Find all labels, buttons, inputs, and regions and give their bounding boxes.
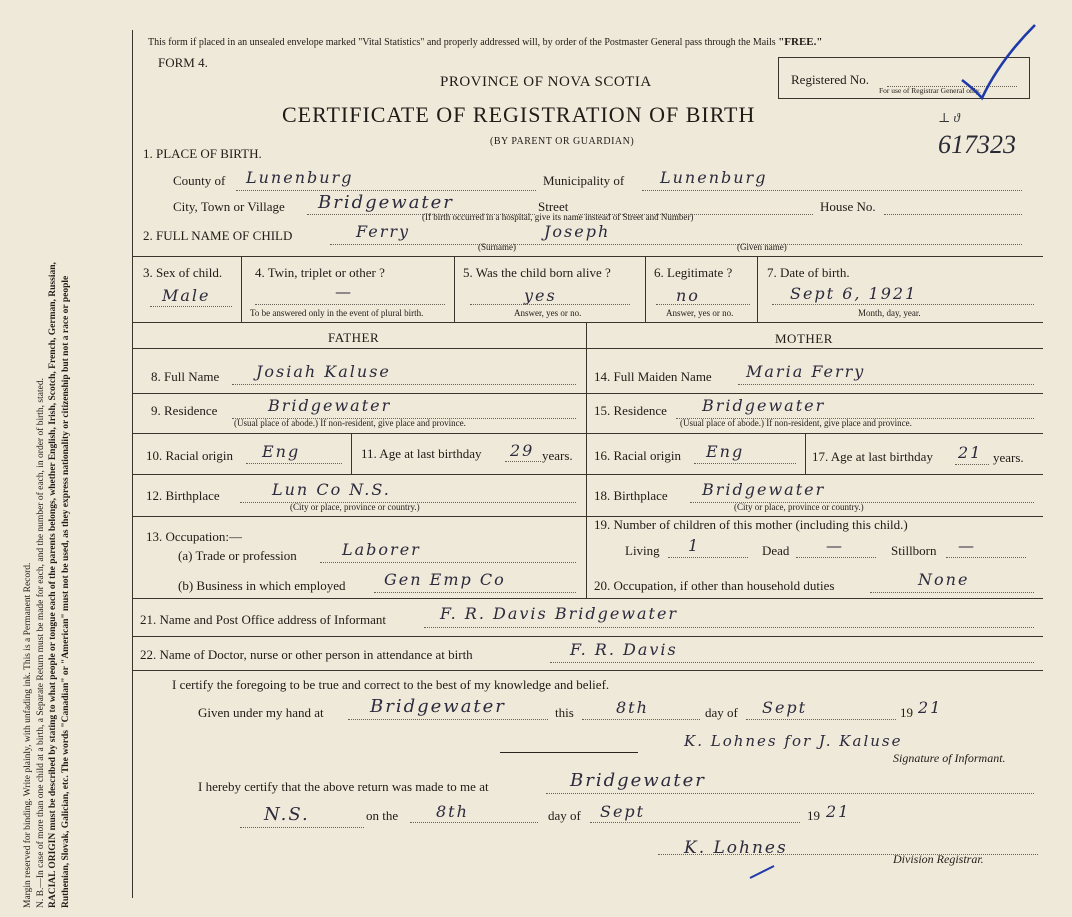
twin-label: 4. Twin, triplet or other ?: [255, 265, 385, 280]
legitimate-note: Answer, yes or no.: [666, 308, 734, 318]
street-note: (If birth occurred in a hospital, give its name instead of Street and Number): [422, 212, 694, 222]
margin-note-3: RACIAL ORIGIN must be described by stating to what people or tongue each of the parents belongs, whether English, Irish, Scotch, French, German, Russian,: [48, 262, 58, 908]
margin-notes: [22, 8, 102, 908]
child-given-value: Joseph: [544, 222, 611, 241]
rule-after-racial: [133, 474, 1043, 475]
mother-racial-line: [694, 463, 796, 464]
this-day-value: 8th: [616, 698, 649, 717]
given-place-value: Bridgewater: [370, 696, 506, 717]
informant-line: [424, 627, 1034, 628]
surname-caption: (Surname): [478, 242, 516, 252]
mother-name-line: [738, 384, 1034, 385]
return-day-of-label: day of: [548, 808, 581, 823]
father-occupation-label: 13. Occupation:—: [146, 529, 243, 544]
margin-rule: [132, 30, 133, 898]
father-racial-line: [246, 463, 342, 464]
father-business-label: (b) Business in which employed: [178, 578, 346, 593]
born-alive-label: 5. Was the child born alive ?: [463, 265, 611, 280]
legitimate-line: [656, 304, 750, 305]
informant-rule: [133, 636, 1043, 637]
return-label: I hereby certify that the above return was made to me at: [198, 779, 489, 794]
father-age-value: 29: [510, 441, 535, 460]
month-line: [746, 719, 896, 720]
year-suffix: 21: [918, 698, 943, 717]
row-divider-4: [757, 256, 758, 322]
registered-note: For use of Registrar General only.: [879, 86, 981, 95]
return-place-line: [546, 793, 1034, 794]
father-name-value: Josiah Kaluse: [256, 362, 391, 381]
father-age-divider: [351, 433, 352, 474]
father-name-label: 8. Full Name: [151, 369, 220, 384]
father-business-line: [374, 592, 576, 593]
registrar-caption: Division Registrar.: [893, 852, 984, 866]
given-under-label: Given under my hand at: [198, 705, 324, 720]
mother-children-label: 19. Number of children of this mother (including this child.): [594, 517, 908, 532]
attendant-value: F. R. Davis: [570, 640, 678, 659]
sex-label: 3. Sex of child.: [143, 265, 223, 280]
margin-note-4: Ruthenian, Slovak, Galician, etc. The words "Canadian" or "American" must not be used, as they express nationality or citizenship but not a race or people: [60, 275, 71, 908]
father-racial-label: 10. Racial origin: [146, 448, 234, 463]
mother-residence-note: (Usual place of abode.) If non-resident, give place and province.: [680, 418, 912, 428]
informant-signature: K. Lohnes for J. Kaluse: [684, 732, 903, 750]
attendant-label: 22. Name of Doctor, nurse or other person in attendance at birth: [140, 647, 473, 662]
father-heading: FATHER: [328, 330, 380, 345]
this-day-line: [582, 719, 700, 720]
county-line: [236, 190, 536, 191]
dead-label: Dead: [762, 543, 790, 558]
municipality-label: Municipality of: [543, 173, 625, 188]
living-value: 1: [688, 536, 701, 555]
attendant-line: [550, 662, 1034, 663]
mother-residence-value: Bridgewater: [702, 396, 826, 415]
rule-after-residence: [133, 433, 1043, 434]
this-label: this: [555, 705, 574, 720]
parents-divider: [586, 322, 587, 598]
legitimate-label: 6. Legitimate ?: [654, 265, 733, 280]
certificate-subtitle: (BY PARENT OR GUARDIAN): [490, 136, 635, 147]
mother-age-line: [955, 464, 989, 465]
birth-date-note: Month, day, year.: [858, 308, 921, 318]
stamp-number: 617323: [938, 130, 1016, 159]
informant-label: 21. Name and Post Office address of Informant: [140, 612, 386, 627]
return-year-prefix: 19: [807, 808, 820, 823]
month-value: Sept: [762, 698, 808, 717]
mother-residence-label: 15. Residence: [594, 403, 667, 418]
mail-notice-text: This form if placed in an unsealed envelope marked "Vital Statistics" and properly addressed will, by order of the Postmaster General pass through the Mails: [148, 37, 776, 48]
twin-note: To be answered only in the event of plural birth.: [250, 308, 424, 318]
stamp-prefix-mark: ⊥ ϑ: [938, 110, 960, 125]
place-of-birth-heading: 1. PLACE OF BIRTH.: [143, 146, 262, 161]
given-name-caption: (Given name): [737, 242, 787, 252]
margin-note-2: N. B.—In case of more than one child at a birth, a Separate Return must be made for each, and the number of each, in order of birth, stated.: [35, 378, 46, 908]
return-day-line: [410, 822, 538, 823]
row-bottom-rule: [133, 322, 1043, 323]
informant-signature-caption: Signature of Informant.: [893, 751, 1006, 765]
registered-label: Registered No.: [791, 72, 869, 87]
city-value: Bridgewater: [318, 192, 454, 213]
mail-notice: [148, 36, 823, 48]
return-year-suffix: 21: [826, 802, 851, 821]
row-divider-1: [241, 256, 242, 322]
father-residence-note: (Usual place of abode.) If non-resident, give place and province.: [234, 418, 466, 428]
father-residence-value: Bridgewater: [268, 396, 392, 415]
child-name-label: 2. FULL NAME OF CHILD: [143, 228, 293, 243]
legitimate-value: no: [676, 286, 700, 305]
return-month-line: [590, 822, 800, 823]
signature-stroke: [500, 752, 638, 753]
blue-pen-mark-icon: [748, 862, 778, 882]
mother-occupation-label: 20. Occupation, if other than household duties: [594, 578, 835, 593]
mother-racial-value: Eng: [706, 442, 745, 461]
row-divider-2: [454, 256, 455, 322]
father-birthplace-note: (City or place, province or country.): [290, 502, 420, 512]
birth-date-line: [772, 304, 1034, 305]
father-trade-value: Laborer: [342, 540, 421, 559]
stillborn-value: —: [958, 536, 976, 555]
attendant-rule: [133, 670, 1043, 671]
municipality-line: [642, 190, 1022, 191]
father-age-line: [505, 461, 541, 462]
year-prefix: 19: [900, 705, 913, 720]
rule-after-occupation: [133, 598, 1043, 599]
born-alive-note: Answer, yes or no.: [514, 308, 582, 318]
mother-birthplace-value: Bridgewater: [702, 480, 826, 499]
father-birthplace-value: Lun Co N.S.: [272, 480, 391, 499]
mother-age-value: 21: [958, 443, 983, 462]
city-label: City, Town or Village: [173, 199, 285, 214]
mother-age-unit: years.: [993, 450, 1024, 465]
twin-value: —: [335, 282, 353, 301]
living-line: [668, 557, 748, 558]
parents-heading-rule: [133, 348, 1043, 349]
father-name-line: [232, 384, 576, 385]
birth-date-label: 7. Date of birth.: [767, 265, 850, 280]
father-age-label: 11. Age at last birthday: [361, 446, 482, 461]
certificate-title: CERTIFICATE OF REGISTRATION OF BIRTH: [282, 102, 756, 127]
return-month-value: Sept: [600, 802, 646, 821]
mother-racial-label: 16. Racial origin: [594, 448, 682, 463]
father-residence-label: 9. Residence: [151, 403, 218, 418]
mother-name-label: 14. Full Maiden Name: [594, 369, 712, 384]
form-number: FORM 4.: [158, 55, 208, 70]
father-trade-line: [320, 562, 576, 563]
rule-after-names: [133, 393, 1043, 394]
mother-age-label: 17. Age at last birthday: [812, 449, 933, 464]
stillborn-line: [946, 557, 1026, 558]
registrar-signature: K. Lohnes: [684, 838, 788, 858]
dead-line: [796, 557, 876, 558]
father-racial-value: Eng: [262, 442, 301, 461]
province-heading: PROVINCE OF NOVA SCOTIA: [440, 74, 652, 90]
birth-date-value: Sept 6, 1921: [790, 284, 918, 303]
row-top-rule: [133, 256, 1043, 257]
row-divider-3: [645, 256, 646, 322]
free-label: "FREE.": [778, 36, 823, 48]
house-no-line: [884, 214, 1022, 215]
child-surname-value: Ferry: [356, 222, 411, 241]
father-birthplace-label: 12. Birthplace: [146, 488, 220, 503]
check-mark-icon: [960, 20, 1040, 120]
mother-birthplace-note: (City or place, province or country.): [734, 502, 864, 512]
street-label: Street: [538, 199, 569, 214]
mother-name-value: Maria Ferry: [746, 362, 866, 381]
mother-occupation-line: [870, 592, 1034, 593]
dead-value: —: [826, 536, 844, 555]
return-day-value: 8th: [436, 802, 469, 821]
sex-line: [150, 306, 232, 307]
municipality-value: Lunenburg: [660, 168, 768, 187]
house-no-label: House No.: [820, 199, 876, 214]
margin-note-1: Margin reserved for binding. Write plainly, with unfading ink. This is a Permanent Record.: [23, 562, 33, 908]
mother-age-divider: [805, 433, 806, 474]
father-age-unit: years.: [542, 448, 573, 463]
on-the-label: on the: [366, 808, 399, 823]
mother-birthplace-label: 18. Birthplace: [594, 488, 668, 503]
father-trade-label: (a) Trade or profession: [178, 548, 297, 563]
father-business-value: Gen Emp Co: [384, 570, 506, 589]
mother-heading: MOTHER: [775, 331, 833, 346]
informant-value: F. R. Davis Bridgewater: [440, 604, 679, 623]
certify-statement: I certify the foregoing to be true and correct to the best of my knowledge and belief.: [172, 677, 610, 692]
given-place-line: [348, 719, 548, 720]
stillborn-label: Stillborn: [891, 543, 937, 558]
child-name-line: [330, 244, 1022, 245]
day-of-label: day of: [705, 705, 738, 720]
living-label: Living: [625, 543, 660, 558]
mother-occupation-value: None: [918, 570, 970, 589]
twin-line: [255, 304, 445, 305]
sex-value: Male: [162, 286, 211, 305]
return-province-line: [240, 827, 364, 828]
county-label: County of: [173, 173, 226, 188]
return-place-value: Bridgewater: [570, 770, 706, 791]
county-value: Lunenburg: [246, 168, 354, 187]
return-province-value: N.S.: [264, 804, 310, 825]
born-alive-value: yes: [524, 286, 557, 305]
